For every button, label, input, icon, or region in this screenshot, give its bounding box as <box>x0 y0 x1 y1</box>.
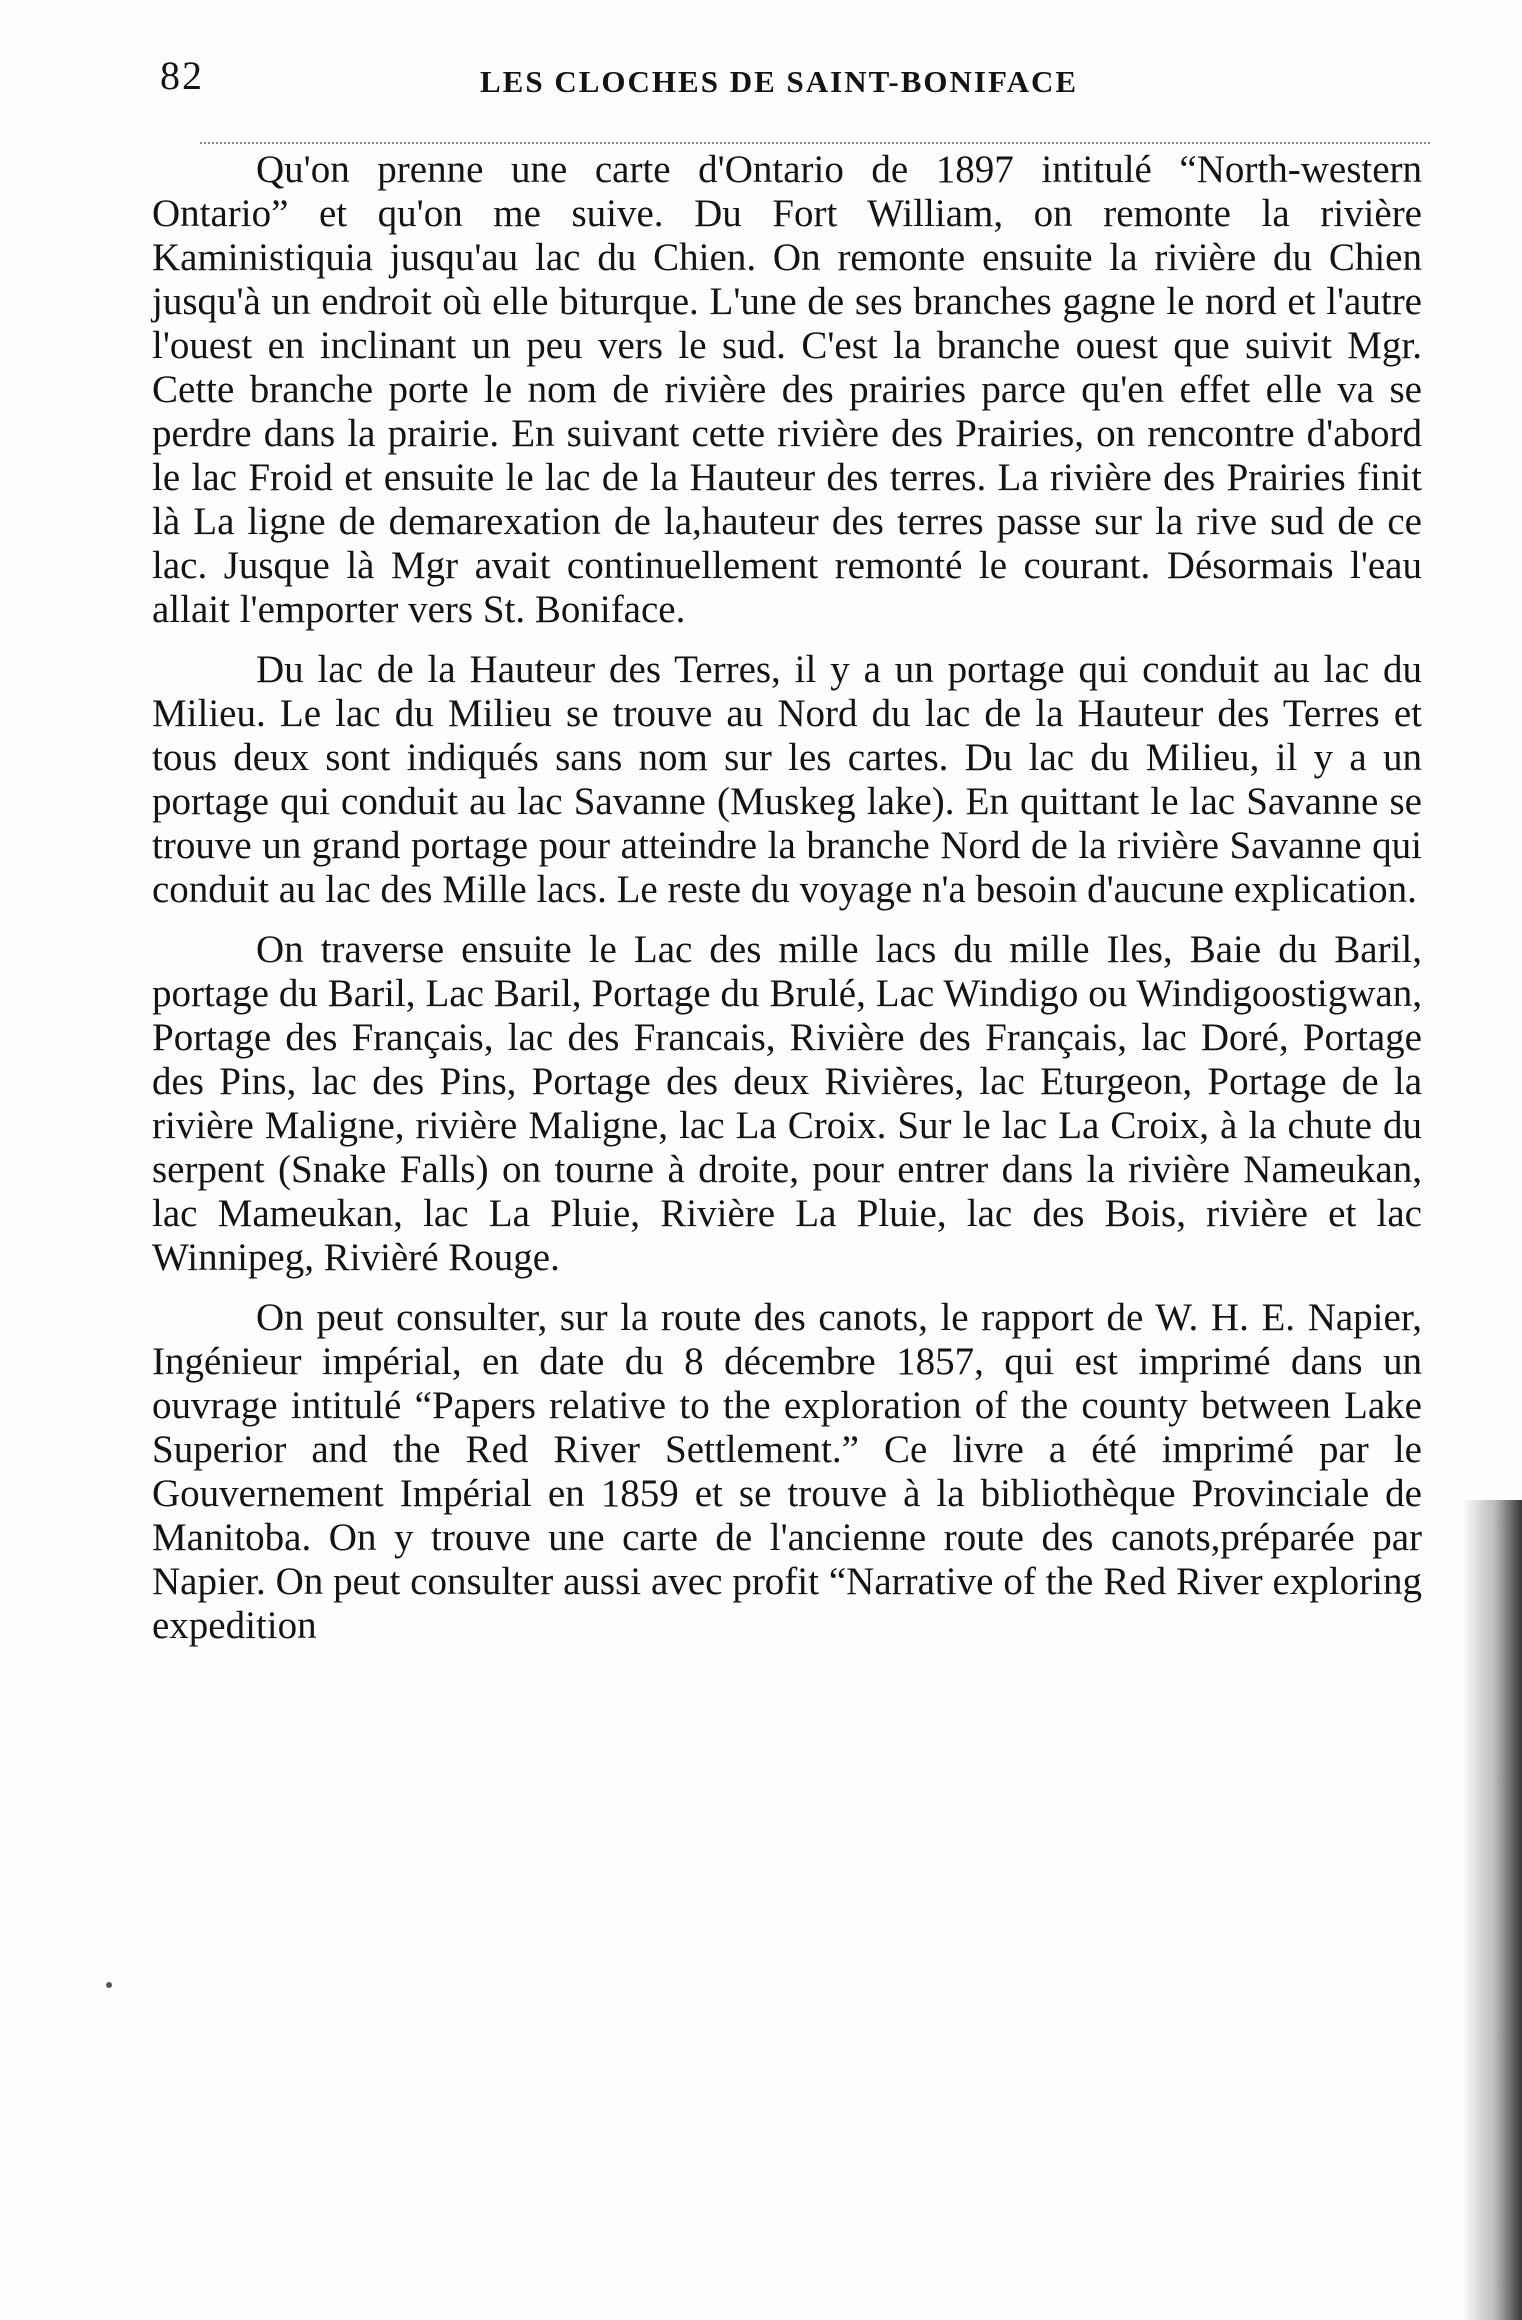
page-header <box>0 52 1522 112</box>
print-speck <box>106 1982 112 1988</box>
running-title: LES CLOCHES DE SAINT-BONIFACE <box>480 64 1079 99</box>
paragraph-3: On traverse ensuite le Lac des mille lacs du mille Iles, Baie du Baril, portage du Baril, Lac Baril, Portage du Brulé, Lac Windigo ou Windigoostigwan, Portage des Français, lac des Francais, Rivière des Français, lac Doré, Portage des Pins, lac des Pins, Portage des deux Rivières, lac Eturgeon, Portage de la rivière Maligne, rivière Maligne, lac La Croix. Sur le lac La Croix, à la chute du serpent (Snake Falls) on tourne à droite, pour entrer dans la rivière Nameukan, lac Mameukan, lac La Pluie, Rivière La Pluie, lac des Bois, rivière et lac Winnipeg, Rivièré Rouge. <box>152 928 1422 1279</box>
paragraph-4: On peut consulter, sur la route des canots, le rapport de W. H. E. Napier, Ingénieur impérial, en date du 8 décembre 1857, qui est imprimé dans un ouvrage intitulé “Papers relative to the exploration of the county between Lake Superior and the Red River Settlement.” Ce livre a été imprimé par le Gouvernement Impérial en 1859 et se trouve à la bibliothèque Provinciale de Manitoba. On y trouve une carte de l'ancienne route des canots,préparée par Napier. On peut consulter aussi avec profit “Narrative of the Red River exploring expedition <box>152 1296 1422 1647</box>
paragraph-2: Du lac de la Hauteur des Terres, il y a un portage qui conduit au lac du Milieu. Le lac du Milieu se trouve au Nord du lac de la Hauteur des Terres et tous deux sont indiqués sans nom sur les cartes. Du lac du Milieu, il y a un portage qui conduit au lac Savanne (Muskeg lake). En quittant le lac Savanne se trouve un grand portage pour atteindre la branche Nord de la rivière Savanne qui conduit au lac des Mille lacs. Le reste du voyage n'a besoin d'aucune explication. <box>152 648 1422 911</box>
header-divider <box>200 142 1430 144</box>
paragraph-1: Qu'on prenne une carte d'Ontario de 1897 intitulé “North-western Ontario” et qu'on me suive. Du Fort William, on remonte la rivière Kaministiquia jusqu'au lac du Chien. On remonte ensuite la rivière du Chien jusqu'à un endroit où elle biturque. L'une de ses branches gagne le nord et l'autre l'ouest en inclinant un peu vers le sud. C'est la branche ouest que suivit Mgr. Cette branche porte le nom de rivière des prairies parce qu'en effet elle va se perdre dans la prairie. En suivant cette rivière des Prairies, on rencontre d'abord le lac Froid et ensuite le lac de la Hauteur des terres. La rivière des Prairies finit là La ligne de demarexation de la,hauteur des terres passe sur la rive sud de ce lac. Jusque là Mgr avait continuellement remonté le courant. Désormais l'eau allait l'emporter vers St. Boniface. <box>152 148 1422 631</box>
scan-edge-shadow <box>1462 1500 1522 2320</box>
page-number: 82 <box>160 53 204 98</box>
body-text <box>152 148 1422 1664</box>
